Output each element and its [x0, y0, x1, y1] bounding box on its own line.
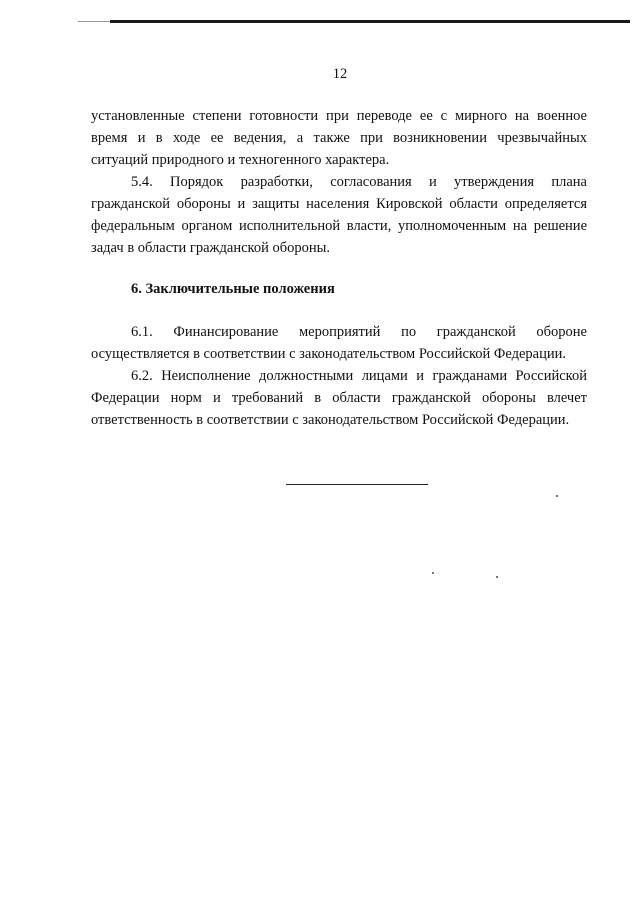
paragraph-5-4	[91, 171, 587, 259]
document-end-rule	[286, 484, 428, 485]
paragraph-line: время и в ходе ее ведения, а также при возникновении чрезвычайных	[91, 130, 587, 146]
paragraph-6-2	[91, 365, 587, 431]
paragraph-line: ситуаций природного и техногенного характера.	[91, 152, 390, 168]
page-number: 12	[332, 66, 348, 82]
scan-top-edge-rule	[110, 20, 630, 23]
paragraph-line: 6.1. Финансирование мероприятий по гражданской обороне	[131, 324, 587, 340]
section-heading: 6. Заключительные положения	[131, 281, 335, 297]
paragraph-line: осуществляется в соответствии с законодательством Российской Федерации.	[91, 346, 567, 362]
paragraph-line: гражданской обороны и защиты населения Кировской области определяется	[91, 196, 587, 212]
scan-speck	[556, 495, 558, 497]
scan-speck	[432, 572, 434, 574]
paragraph-line: 5.4. Порядок разработки, согласования и утверждения плана	[131, 174, 587, 190]
continuation-paragraph	[91, 105, 587, 171]
paragraph-line: Федерации норм и требований в области гражданской обороны влечет	[91, 390, 587, 406]
scan-top-edge-light	[78, 21, 112, 22]
paragraph-6-1	[91, 321, 587, 365]
paragraph-line: 6.2. Неисполнение должностными лицами и гражданами Российской	[131, 368, 587, 384]
scan-speck	[496, 576, 498, 578]
paragraph-line: ответственность в соответствии с законодательством Российской Федерации.	[91, 412, 570, 428]
paragraph-line: задач в области гражданской обороны.	[91, 240, 330, 256]
paragraph-line: установленные степени готовности при переводе ее с мирного на военное	[91, 108, 587, 124]
paragraph-line: федеральным органом исполнительной власти, уполномоченным на решение	[91, 218, 587, 234]
